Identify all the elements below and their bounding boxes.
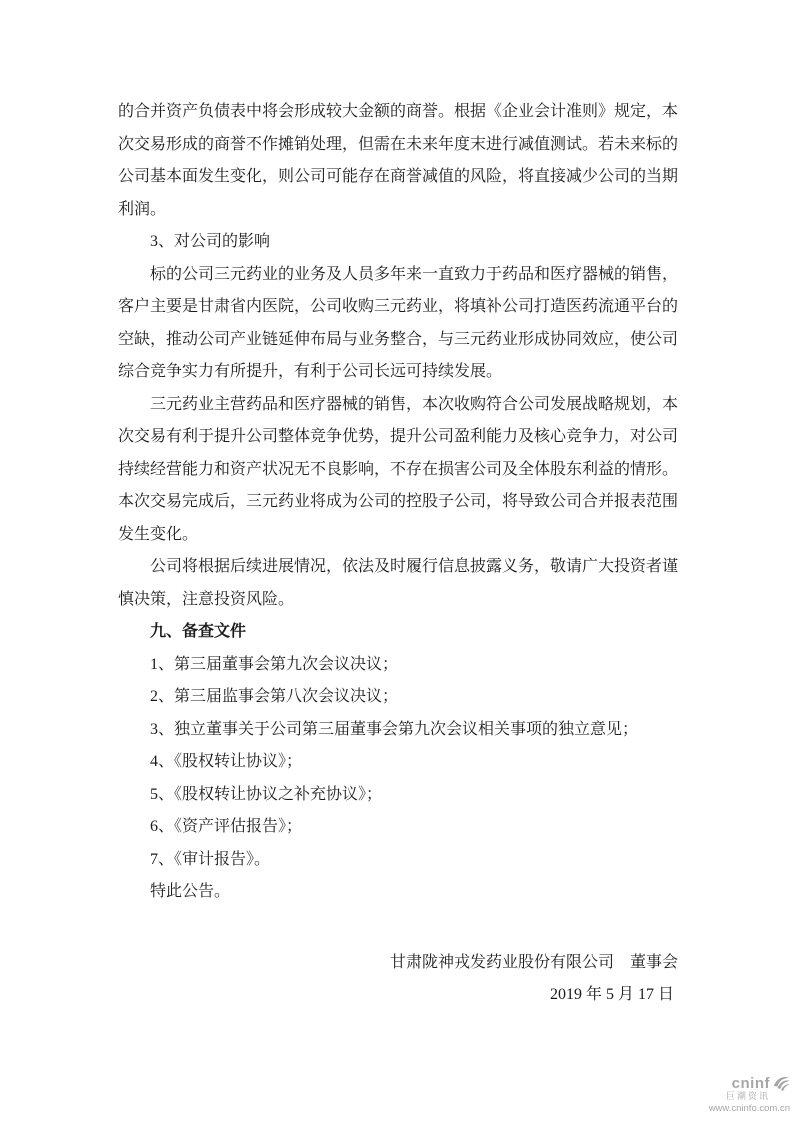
document-list-item: 4、《股权转让协议》； xyxy=(150,753,303,770)
document-list-item: 2、第三届监事会第八次会议决议； xyxy=(150,688,399,705)
closing-announcement: 特此公告。 xyxy=(150,883,231,900)
heading-reference-documents: 九、备查文件 xyxy=(150,623,247,640)
document-list-item: 7、《审计报告》。 xyxy=(150,850,271,868)
subheading-impact-on-company: 3、对公司的影响 xyxy=(150,233,271,250)
document-list-item: 3、独立董事关于公司第三届董事会第九次会议相关事项的独立意见； xyxy=(150,720,639,738)
cninfo-swirl-icon xyxy=(772,1075,790,1091)
document-list-item: 6、《资产评估报告》； xyxy=(150,818,303,835)
document-list-item: 1、第三届董事会第九次会议决议； xyxy=(150,655,399,673)
cninfo-logo-row xyxy=(709,1075,790,1091)
cninfo-watermark xyxy=(709,1075,790,1114)
cninfo-name-cn: 巨潮资讯 xyxy=(725,1091,770,1101)
paragraph-impact-2: 三元药业主营药品和医疗器械的销售，本次收购符合公司发展战略规划，本次交易有利于提升公司整体竞争优势，提升公司盈利能力及核心竞争力，对公司持续经营能力和资产状况无不良影响，不存在损害公司及全体股东利益的情形。本次交易完成后，三元药业将成为公司的控股子公司，将导致公司合并报表范围发生变化。 xyxy=(118,395,679,543)
paragraph-goodwill: 的合并资产负债表中将会形成较大金额的商誉。根据《企业会计准则》规定，本次交易形成的商誉不作摊销处理，但需在未来年度末进行减值测试。若未来标的公司基本面发生变化，则公司可能存在商誉减值的风险，将直接减少公司的当期利润。 xyxy=(118,103,679,218)
signature-date: 2019 年 5 月 17 日 xyxy=(549,986,674,1003)
document-body xyxy=(118,96,678,1012)
paragraph-impact-1: 标的公司三元药业的业务及人员多年来一直致力于药品和医疗器械的销售，客户主要是甘肃省内医院，公司收购三元药业，将填补公司打造医药流通平台的空缺，推动公司产业链延伸布局与业务整合，与三元药业形成协同效应，使公司综合竞争实力有所提升，有利于公司长远可持续发展。 xyxy=(118,265,679,380)
cninfo-logo-text: cninf xyxy=(731,1074,770,1092)
signature-company: 甘肃陇神戎发药业股份有限公司 董事会 xyxy=(389,953,678,971)
signature-block xyxy=(118,947,678,1012)
document-list-item: 5、《股权转让协议之补充协议》； xyxy=(150,785,383,803)
cninfo-url: www.cninfo.com.cn xyxy=(708,1103,790,1114)
paragraph-disclosure: 公司将根据后续进展情况，依法及时履行信息披露义务，敬请广大投资者谨慎决策，注意投资风险。 xyxy=(118,558,679,608)
